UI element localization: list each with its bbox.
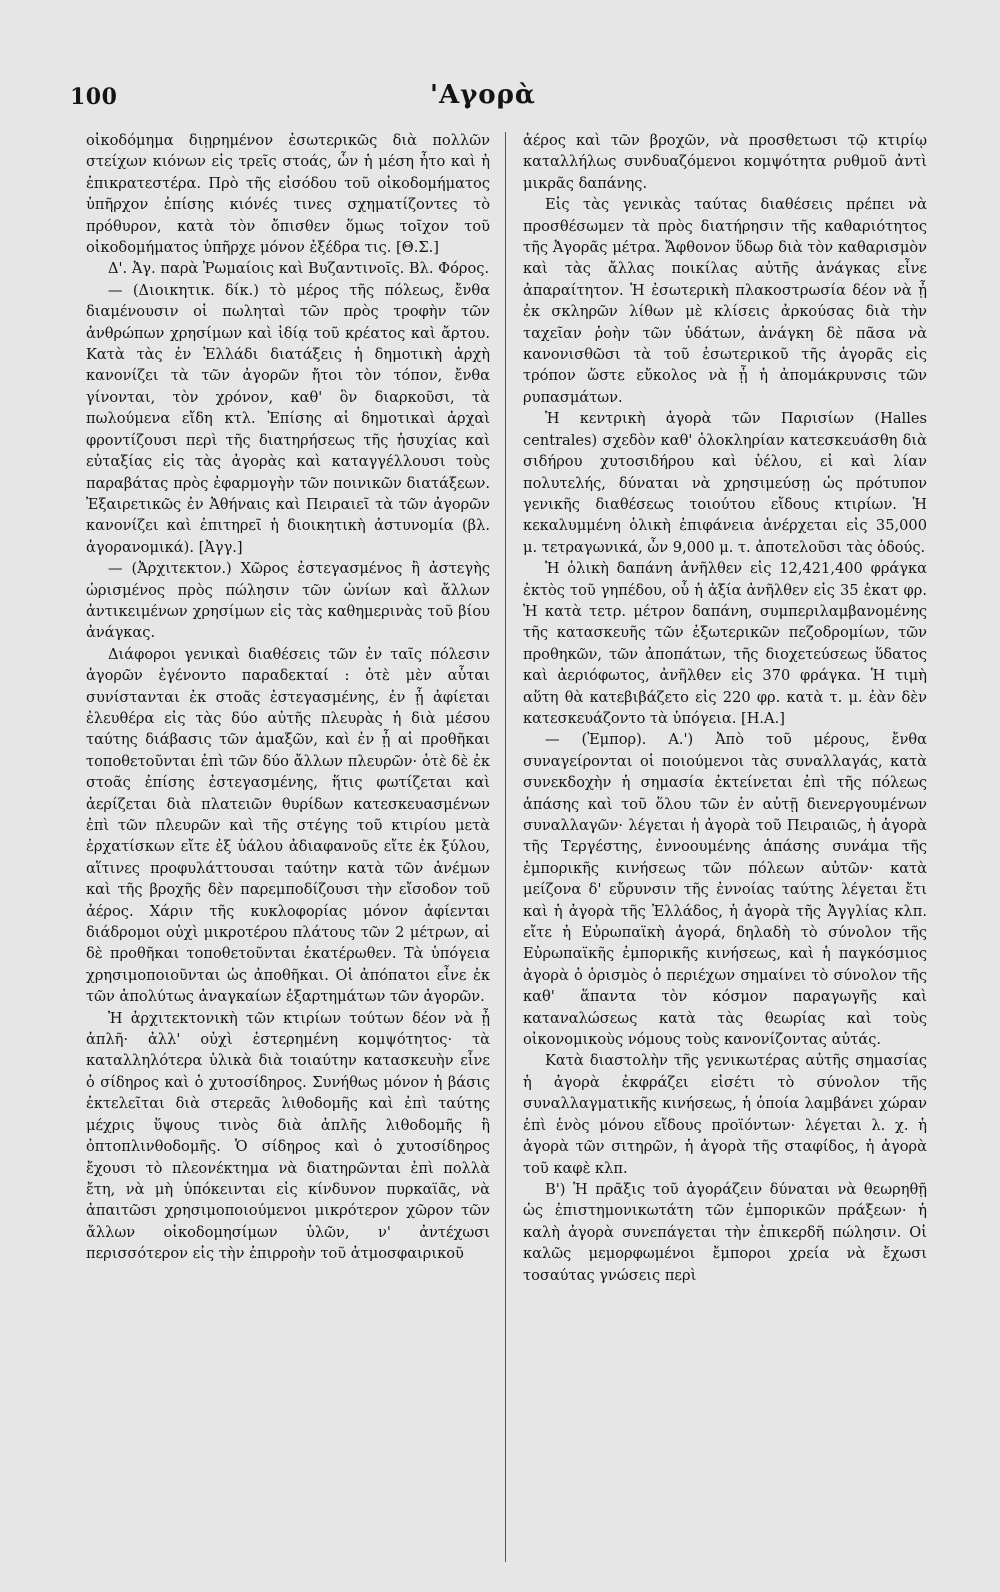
column-divider <box>505 132 506 1562</box>
left-column <box>86 130 490 1570</box>
paragraph: Δ'. Ἀγ. παρὰ Ῥωμαίοις καὶ Βυζαντινοῖς. Βλ. Φόρος. <box>108 260 490 278</box>
paragraph: οἰκοδόμημα διῃρημένον ἐσωτερικῶς διὰ πολλῶν στείχων κιόνων εἰς τρεῖς στοάς, ὧν ἡ μέση ἦτο καὶ ἡ ἐπικρατεστέρα. Πρὸ τῆς εἰσόδου τοῦ οἰκοδομήματος ὑπῆρχον ἐπίσης κιόνές τινες σχηματίζοντες τὸ πρόθυρον, κατὰ τὸν ὄπισθεν ὅμως τοῖχον τοῦ οἰκοδομήματος ὑπῆρχε μόνον ἐξέδρα τις. [Θ.Σ.] <box>86 132 490 257</box>
paragraph: Διάφοροι γενικαὶ διαθέσεις τῶν ἐν ταῖς πόλεσιν ἀγορῶν ἐγένοντο παραδεκταί : ὁτὲ μὲν αὗται συνίστανται ἐκ στοᾶς ἐστεγασμένης, ἐν ᾗ ἀφίεται ἐλευθέρα εἰς τὰς δύο αὐτῆς πλευρὰς ἡ διὰ μέσου ταύτης διάβασις τῶν ἁμαξῶν, καὶ ἐν ᾗ αἱ προθῆκαι τοποθετοῦνται ἐπὶ τῶν δύο ἄλλων πλευρῶν· ὁτὲ δὲ ἐκ στοᾶς ἐπίσης ἐστεγασμένης, ἥτις φωτίζεται καὶ ἀερίζεται διὰ πλατειῶν θυρίδων κατεσκευασμένων ἐπὶ τῶν πλευρῶν καὶ τῆς στέγης τοῦ κτιρίου μετὰ ἐρχατίσκων εἴτε ἐξ ὑάλου ἀδιαφανοῦς εἴτε ἐκ ξύλου, αἵτινες προφυλάττουσαι ταύτην κατὰ τῶν ἀνέμων καὶ τῆς βροχῆς δὲν παρεμποδίζουσι τὴν εἴσοδον τοῦ ἀέρος. Χάριν τῆς κυκλοφορίας μόνον ἀφίενται διάδρομοι οὐχὶ μικροτέρου πλάτους τῶν 2 μέτρων, αἱ δὲ προθῆκαι τοποθετοῦνται ἑκατέρωθεν. Τὰ ὑπόγεια χρησιμοποιοῦνται ὡς ἀποθῆκαι. Οἱ ἀπόπατοι εἶνε ἐκ τῶν ἀπολύτως ἀναγκαίων ἐξαρτημάτων τῶν ἀγορῶν. <box>86 645 490 1006</box>
paragraph: Κατὰ διαστολὴν τῆς γενικωτέρας αὐτῆς σημασίας ἡ ἀγορὰ ἐκφράζει εἰσέτι τὸ σύνολον τῆς συναλλαγματικῆς κινήσεως, ἡ ὁποία λαμβάνει χώραν ἐπὶ ἑνὸς μόνου εἴδους προϊόντων· λέγεται λ. χ. ἡ ἀγορὰ τῶν σιτηρῶν, ἡ ἀγορὰ τῆς σταφίδος, ἡ ἀγορὰ τοῦ καφὲ κλπ. <box>523 1052 927 1177</box>
paragraph: — (Ἀρχιτεκτον.) Χῶρος ἐστεγασμένος ἢ ἀστεγὴς ὡρισμένος πρὸς πώλησιν τῶν ὠνίων καὶ ἄλλων ἀντικειμένων χρησίμων εἰς τὰς καθημερινὰς τοῦ βίου ἀνάγκας. <box>86 560 490 642</box>
paragraph: Ἡ ἀρχιτεκτονικὴ τῶν κτιρίων τούτων δέον νὰ ᾖ ἁπλῆ· ἀλλ' οὐχὶ ἐστερημένη κομψότητος· τὰ καταλληλότερα ὑλικὰ διὰ τοιαύτην κατασκευὴν εἶνε ὁ σίδηρος καὶ ὁ χυτοσίδηρος. Συνήθως μόνον ἡ βάσις ἐκτελεῖται διὰ στερεᾶς λιθοδομῆς καὶ ἐπὶ ταύτης μέχρις ὕψους τινὸς διὰ ἁπλῆς λιθοδομῆς ἢ ὀπτοπλινθοδομῆς. Ὁ σίδηρος καὶ ὁ χυτοσίδηρος ἔχουσι τὸ πλεονέκτημα νὰ διατηρῶνται ἐπὶ πολλὰ ἔτη, νὰ μὴ ὑπόκεινται εἰς κίνδυνον πυρκαϊᾶς, νὰ ἀπαιτῶσι χρησιμοποιούμενοι μικρότερον χῶρον τῶν ἄλλων οἰκοδομησίμων ὑλῶν, ν' ἀντέχωσι περισσότερον εἰς τὴν ἐπιρροὴν τοῦ ἀτμοσφαιρικοῦ <box>86 1009 490 1263</box>
running-head: 'Αγορὰ <box>430 80 536 110</box>
paragraph: Ἡ ὁλικὴ δαπάνη ἀνῆλθεν εἰς 12,421,400 φράγκα ἐκτὸς τοῦ γηπέδου, οὗ ἡ ἀξία ἀνῆλθεν εἰς 35 ἑκατ φρ. Ἡ κατὰ τετρ. μέτρον δαπάνη, συμπεριλαμβανομένης τῆς κατασκευῆς τῶν ἐξωτερικῶν πεζοδρομίων, τῶν προθηκῶν, τῶν ἀποπάτων, τῆς διοχετεύσεως ὕδατος καὶ ἀεριόφωτος, ἀνῆλθεν εἰς 370 φράγκα. Ἡ τιμὴ αὕτη θὰ κατεβιβάζετο εἰς 220 φρ. κατὰ τ. μ. ἐὰν δὲν κατεσκευάζοντο τὰ ὑπόγεια. [Η.Α.] <box>523 560 927 727</box>
paragraph: Β') Ἡ πρᾶξις τοῦ ἀγοράζειν δύναται νὰ θεωρηθῇ ὡς ἐπιστημονικωτάτη τῶν ἐμπορικῶν πράξεων· ἡ καλὴ ἀγορὰ συνεπάγεται τὴν ἐπικερδῆ πώλησιν. Οἱ καλῶς μεμορφωμένοι ἔμποροι χρεία νὰ ἔχωσι τοσαύτας γνώσεις περὶ <box>523 1180 927 1284</box>
paragraph: — (Ἐμπορ). Α.') Ἀπὸ τοῦ μέρους, ἔνθα συναγείρονται οἱ ποιούμενοι τὰς συναλλαγάς, κατὰ συνεκδοχὴν ἡ σημασία ἐκτείνεται ἐπὶ τῆς πόλεως ἁπάσης καὶ τοῦ ὅλου τῶν ἐν αὐτῇ διενεργουμένων συναλλαγῶν· λέγεται ἡ ἀγορὰ τοῦ Πειραιῶς, ἡ ἀγορὰ τῆς Τεργέστης, ἐννοουμένης ἁπάσης συνάμα τῆς ἐμπορικῆς κινήσεως τῶν πόλεων αὐτῶν· κατὰ μείζονα δ' εὔρυνσιν τῆς ἐννοίας ταύτης λέγεται ἔτι καὶ ἡ ἀγορὰ τῆς Ἑλλάδος, ἡ ἀγορὰ τῆς Ἀγγλίας κλπ. εἴτε ἡ Εὐρωπαϊκὴ ἀγορά, δηλαδὴ τὸ σύνολον τῆς Εὐρωπαϊκῆς ἐμπορικῆς κινήσεως, καὶ ἡ παγκόσμιος ἀγορὰ ὁ ὁρισμὸς ὁ περιέχων σημαίνει τὸ σύνολον τῆς καθ' ἅπαντα τὸν κόσμον παραγωγῆς καὶ καταναλώσεως κατὰ τὰς θεωρίας καὶ τοὺς οἰκονομικοὺς νόμους τοὺς κανονίζοντας αὐτάς. <box>523 731 927 1049</box>
paragraph: Ἡ κεντρικὴ ἀγορὰ τῶν Παρισίων (Halles centrales) σχεδὸν καθ' ὁλοκληρίαν κατεσκευάσθη διὰ σιδήρου χυτοσιδήρου καὶ ὑέλου, εἰ καὶ λίαν πολυτελής, δύναται νὰ χρησιμεύσῃ ὡς πρότυπον γενικῆς διαθέσεως τοιούτου εἴδους κτιρίων. Ἡ κεκαλυμμένη ὁλικὴ ἐπιφάνεια ἀνέρχεται εἰς 35,000 μ. τετραγωνικά, ὧν 9,000 μ. τ. ἀποτελοῦσι τὰς ὁδούς. <box>523 410 927 556</box>
page-number: 100 <box>70 84 118 110</box>
right-column <box>523 130 927 1570</box>
page-header <box>0 78 1000 118</box>
paragraph: Εἰς τὰς γενικὰς ταύτας διαθέσεις πρέπει νὰ προσθέσωμεν τὰ πρὸς διατήρησιν τῆς καθαριότητος τῆς Ἀγορᾶς μέτρα. Ἄφθονον ὕδωρ διὰ τὸν καθαρισμὸν καὶ τὰς ἄλλας ποικίλας αὐτῆς ἀνάγκας εἶνε ἀπαραίτητον. Ἡ ἐσωτερικὴ πλακοστρωσία δέον νὰ ᾖ ἐκ σκληρῶν λίθων μὲ κλίσεις ἀρκούσας διὰ τὴν ταχεῖαν ῥοὴν τῶν ὑδάτων, ἀνάγκη δὲ πᾶσα νὰ κανονισθῶσι τὰ τοῦ ἐσωτερικοῦ τῆς ἀγορᾶς εἰς τρόπον ὥστε εὔκολος νὰ ᾖ ἡ ἀπομάκρυνσις τῶν ρυπασμάτων. <box>523 196 927 406</box>
paragraph: ἀέρος καὶ τῶν βροχῶν, νὰ προσθετωσι τῷ κτιρίῳ καταλλήλως συνδυαζόμενοι κομψότητα ρυθμοῦ ἀντὶ μικρᾶς δαπάνης. <box>523 132 927 192</box>
paragraph: — (Διοικητικ. δίκ.) τὸ μέρος τῆς πόλεως, ἔνθα διαμένουσιν οἱ πωληταὶ τῶν πρὸς τροφὴν τῶν ἀνθρώπων χρησίμων καὶ ἰδίᾳ τοῦ κρέατος καὶ ἄρτου. Κατὰ τὰς ἐν Ἑλλάδι διατάξεις ἡ δημοτικὴ ἀρχὴ κανονίζει τὰ τῶν ἀγορῶν ἤτοι τὸν τόπον, ἔνθα γίνονται, τὸν χρόνον, καθ' ὃν διαρκοῦσι, τὰ πωλούμενα εἴδη κτλ. Ἐπίσης αἱ δημοτικαὶ ἀρχαὶ φροντίζουσι περὶ τῆς διατηρήσεως τῆς ἡσυχίας καὶ εὐταξίας εἰς τὰς ἀγορὰς καὶ καταγγέλλουσι τοὺς παραβάτας πρὸς ἐφαρμογὴν τῶν ποινικῶν διατάξεων. Ἐξαιρετικῶς ἐν Ἀθήναις καὶ Πειραιεῖ τὰ τῶν ἀγορῶν κανονίζει καὶ ἐπιτηρεῖ ἡ διοικητικὴ ἀστυνομία (βλ. ἀγορανομικά). [Ἀγγ.] <box>86 281 490 556</box>
